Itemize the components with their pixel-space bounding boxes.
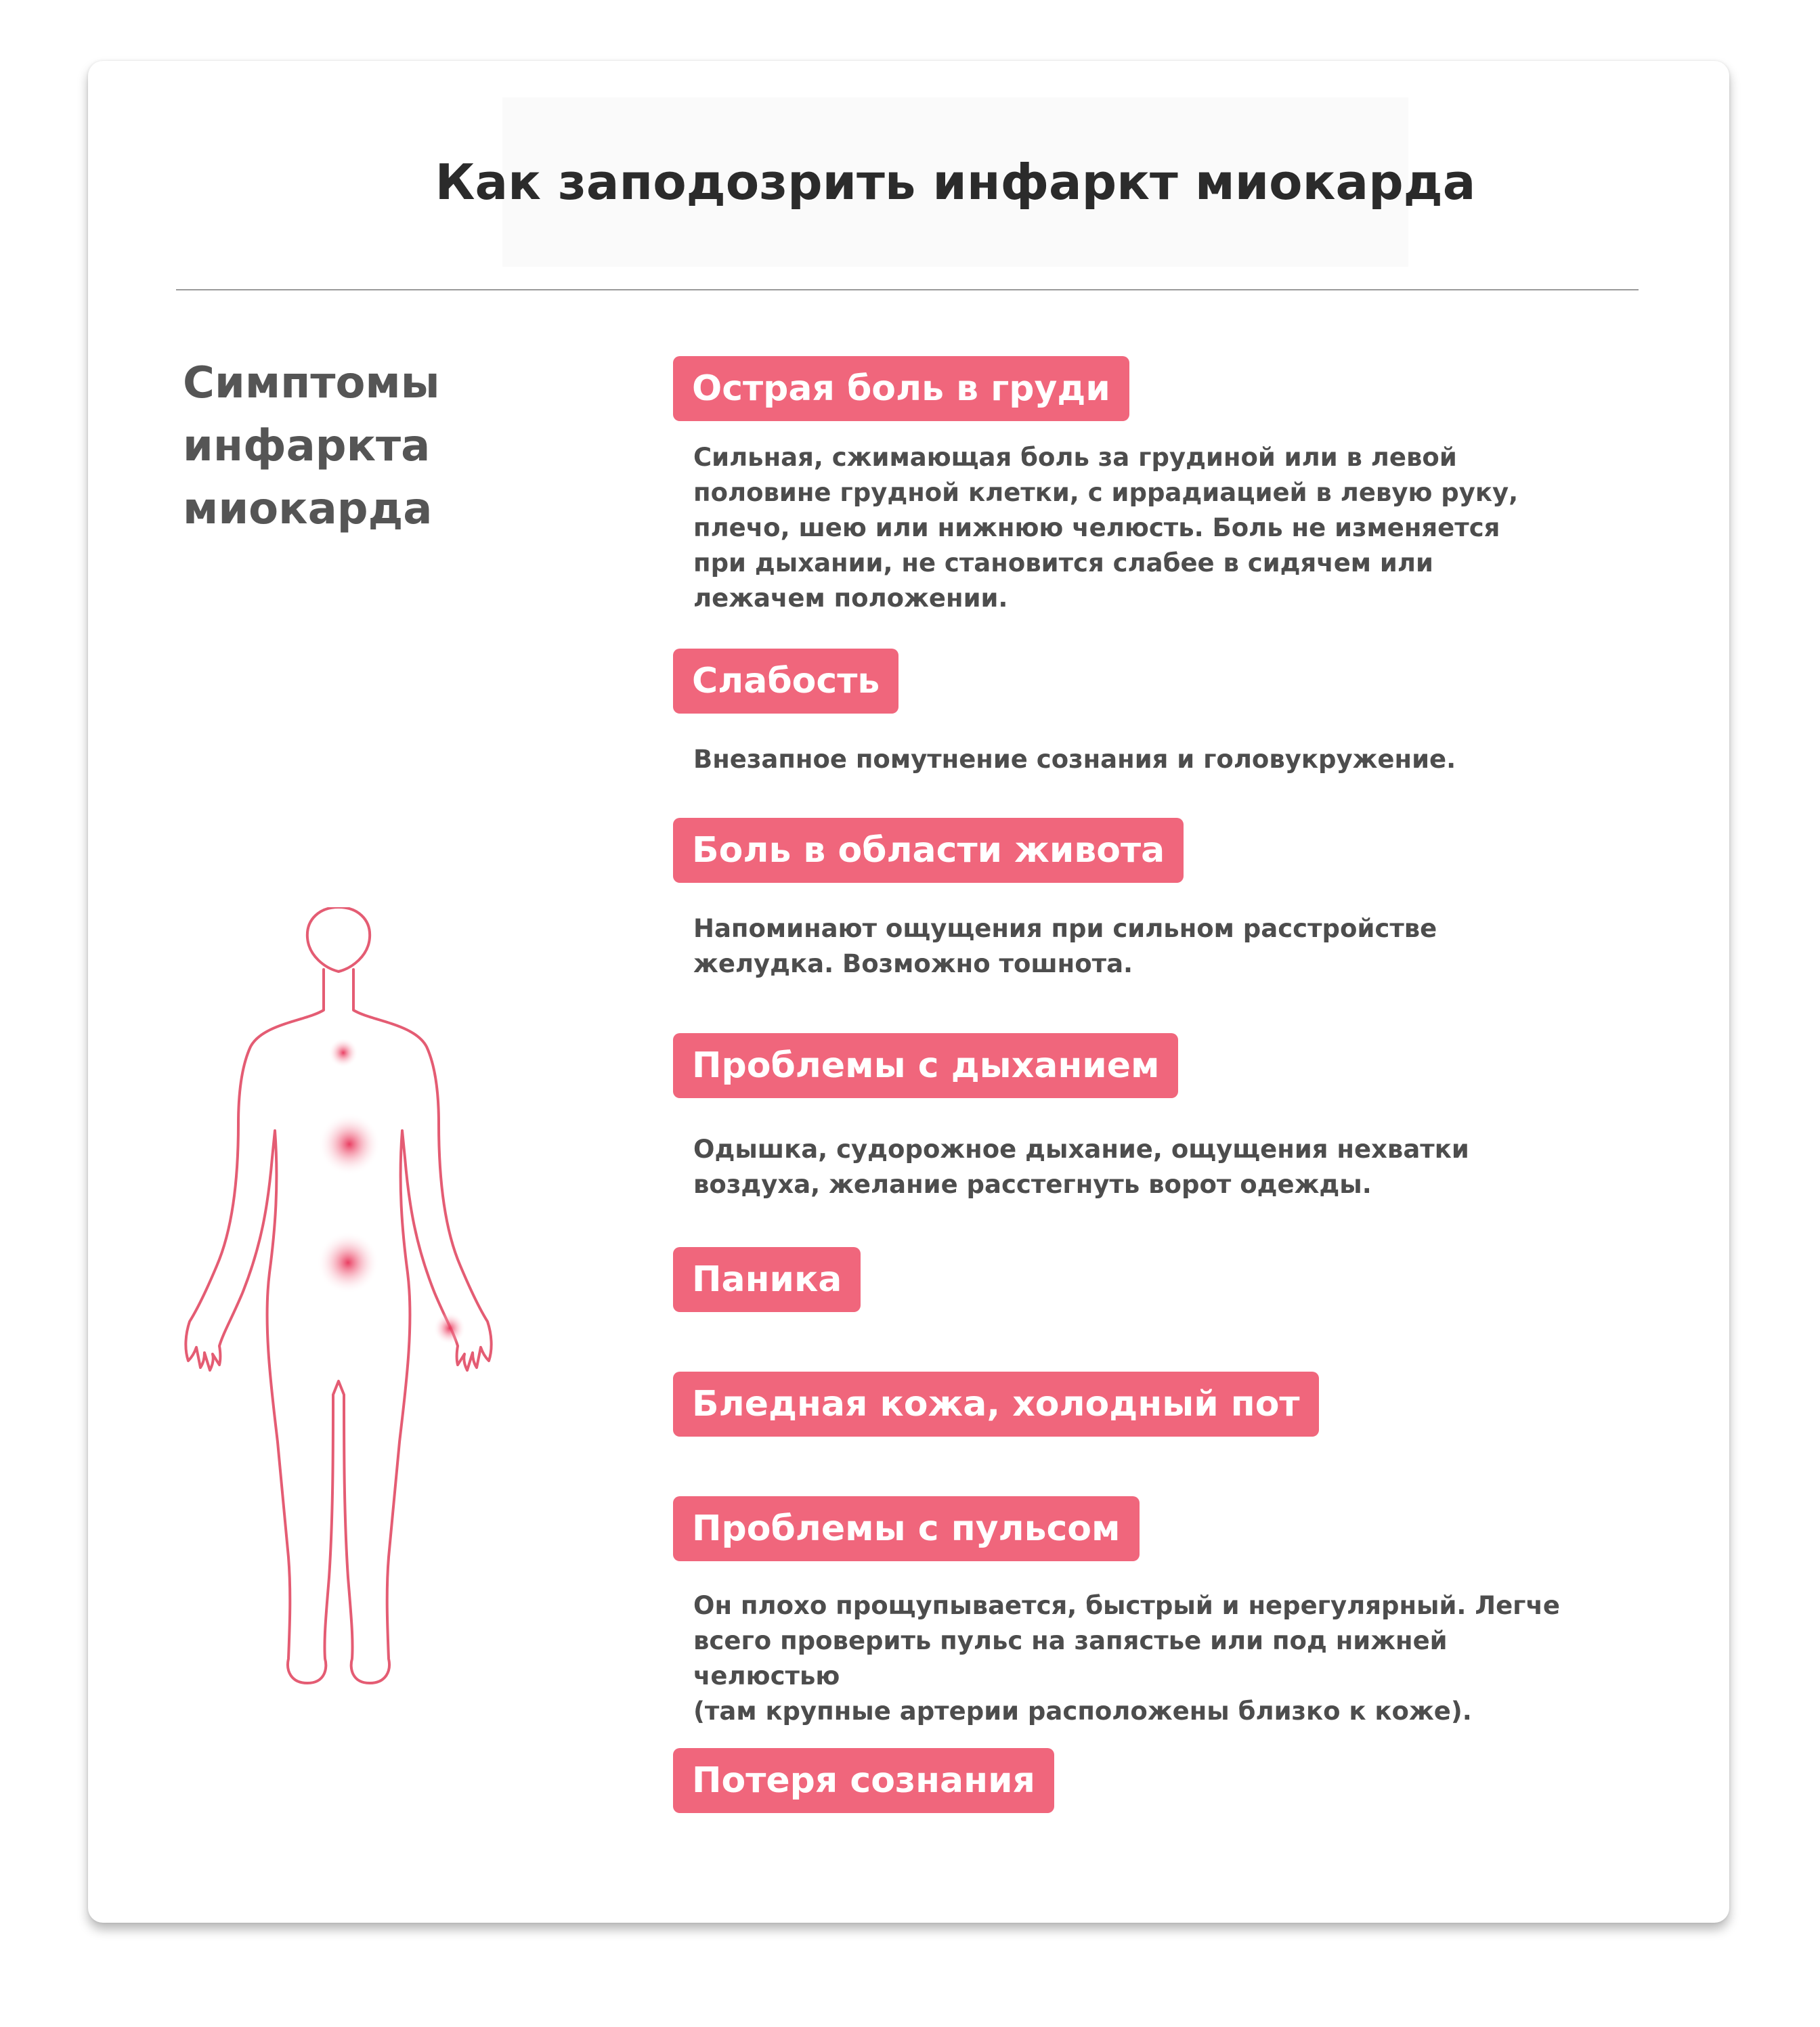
desc-line: Он плохо прощупывается, быстрый и нерегулярный. Легче xyxy=(693,1591,1561,1620)
desc-line: всего проверить пульс на запястье или под нижней челюстью xyxy=(693,1626,1448,1691)
chest-pain-point xyxy=(318,1113,381,1175)
desc-line: Сильная, сжимающая боль за грудиной или в левой xyxy=(693,443,1457,472)
desc-line: желудка. Возможно тошнота. xyxy=(693,949,1133,978)
desc-line: Одышка, судорожное дыхание, ощущения нехватки xyxy=(693,1135,1469,1164)
symptom-label-chest-pain: Острая боль в груди xyxy=(673,356,1129,421)
symptom-desc-abdominal-pain xyxy=(693,911,1574,982)
symptom-label-pulse: Проблемы с пульсом xyxy=(673,1496,1140,1561)
symptom-desc-breathing xyxy=(693,1132,1574,1202)
symptom-desc-chest-pain xyxy=(693,440,1574,616)
symptom-label-abdominal-pain: Боль в области живота xyxy=(673,818,1184,883)
desc-line: половине грудной клетки, с иррадиацией в левую руку, xyxy=(693,478,1519,507)
symptom-desc-pulse xyxy=(693,1588,1587,1729)
wrist-pain-point xyxy=(433,1312,466,1345)
page-title: Как заподозрить инфаркт миокарда xyxy=(435,154,1476,211)
symptom-label-panic: Паника xyxy=(673,1247,861,1312)
desc-line: воздуха, желание расстегнуть ворот одежды. xyxy=(693,1170,1372,1199)
side-heading xyxy=(183,352,535,541)
human-body-outline-icon xyxy=(183,907,494,1706)
symptom-label-pale-skin: Бледная кожа, холодный пот xyxy=(673,1372,1319,1437)
symptom-label-weakness: Слабость xyxy=(673,649,898,714)
divider xyxy=(176,289,1639,290)
side-heading-line-2: инфаркта xyxy=(183,421,431,471)
desc-line: Внезапное помутнение сознания и головукружение. xyxy=(693,745,1456,774)
symptom-label-breathing: Проблемы с дыханием xyxy=(673,1033,1178,1098)
neck-pain-point xyxy=(328,1038,358,1068)
desc-line: лежачем положении. xyxy=(693,584,1008,613)
desc-line: Напоминают ощущения при сильном расстройстве xyxy=(693,914,1437,943)
desc-line: (там крупные артерии расположены близко к коже). xyxy=(693,1697,1472,1726)
desc-line: при дыхании, не становится слабее в сидячем или xyxy=(693,548,1433,577)
infographic-card xyxy=(88,61,1729,1923)
title-box xyxy=(435,97,1476,267)
symptom-label-fainting: Потеря сознания xyxy=(673,1748,1054,1813)
side-heading-line-3: миокарда xyxy=(183,484,433,534)
symptom-desc-weakness xyxy=(693,742,1574,777)
desc-line: плечо, шею или нижнюю челюсть. Боль не изменяется xyxy=(693,513,1500,542)
stomach-pain-point xyxy=(317,1232,379,1294)
side-heading-line-1: Симптомы xyxy=(183,358,440,408)
